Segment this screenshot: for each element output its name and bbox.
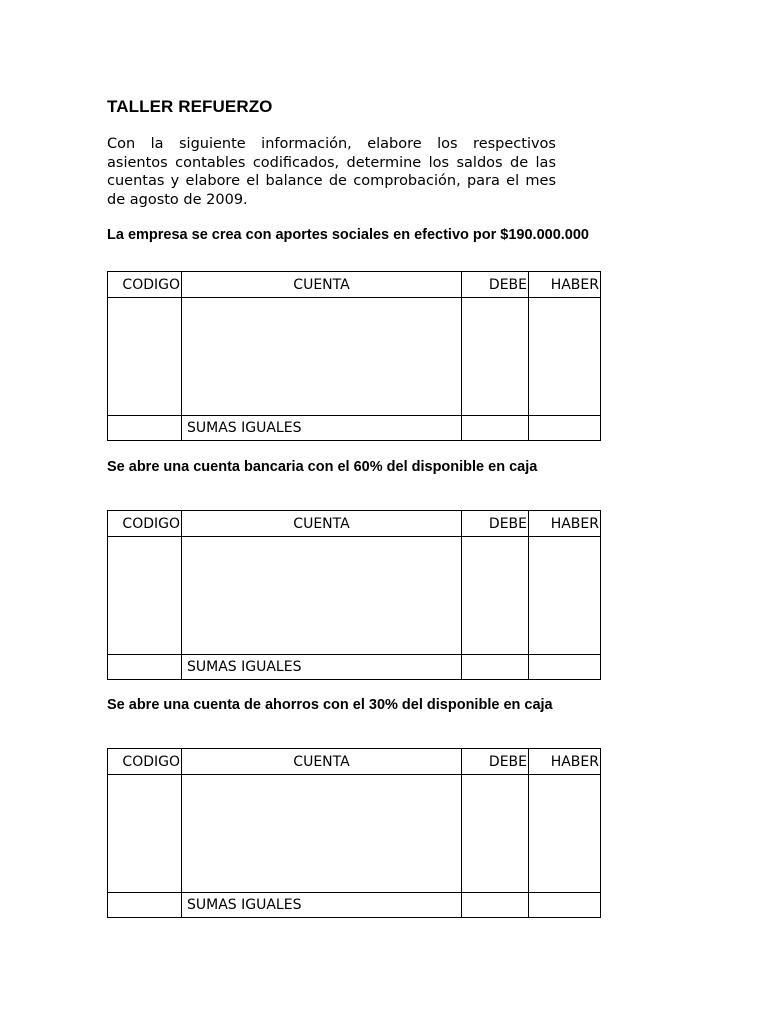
total-debe-cell [462,416,529,441]
total-label: SUMAS IGUALES [182,655,462,680]
header-haber: HABER [529,272,601,298]
section-heading-2: Se abre una cuenta bancaria con el 60% del disponible en caja [107,459,538,475]
total-debe-cell [462,893,529,918]
document-title: TALLER REFUERZO [107,97,273,116]
header-haber: HABER [529,511,601,537]
total-haber-cell [529,893,601,918]
table-total-row [108,416,601,441]
table-entry-row [108,537,601,655]
cell-debe [462,298,529,416]
cell-codigo [108,537,182,655]
header-cuenta: CUENTA [182,749,462,775]
total-haber-cell [529,416,601,441]
cell-haber [529,298,601,416]
cell-codigo [108,298,182,416]
table-header-row [108,749,601,775]
table-total-row [108,893,601,918]
cell-debe [462,775,529,893]
header-debe: DEBE [462,511,529,537]
cell-cuenta [182,298,462,416]
total-codigo-cell [108,893,182,918]
journal-table-2 [107,510,601,680]
header-haber: HABER [529,749,601,775]
intro-paragraph: Con la siguiente información, elabore los respectivos asientos contables codificados, determine los saldos de las cuentas y elabore el balance de comprobación, para el mes de agosto de 2009. [107,136,556,208]
total-codigo-cell [108,655,182,680]
total-label: SUMAS IGUALES [182,893,462,918]
total-label: SUMAS IGUALES [182,416,462,441]
journal-table-3 [107,748,601,918]
table-total-row [108,655,601,680]
journal-table-1 [107,271,601,441]
cell-codigo [108,775,182,893]
cell-debe [462,537,529,655]
total-codigo-cell [108,416,182,441]
cell-cuenta [182,775,462,893]
section-heading-1: La empresa se crea con aportes sociales en efectivo por $190.000.000 [107,227,589,243]
cell-haber [529,775,601,893]
table-header-row [108,511,601,537]
section-heading-3: Se abre una cuenta de ahorros con el 30% del disponible en caja [107,697,553,713]
cell-cuenta [182,537,462,655]
header-debe: DEBE [462,749,529,775]
header-codigo: CODIGO [108,749,182,775]
table-entry-row [108,775,601,893]
cell-haber [529,537,601,655]
total-haber-cell [529,655,601,680]
header-debe: DEBE [462,272,529,298]
header-cuenta: CUENTA [182,272,462,298]
table-header-row [108,272,601,298]
header-cuenta: CUENTA [182,511,462,537]
table-entry-row [108,298,601,416]
header-codigo: CODIGO [108,511,182,537]
header-codigo: CODIGO [108,272,182,298]
total-debe-cell [462,655,529,680]
